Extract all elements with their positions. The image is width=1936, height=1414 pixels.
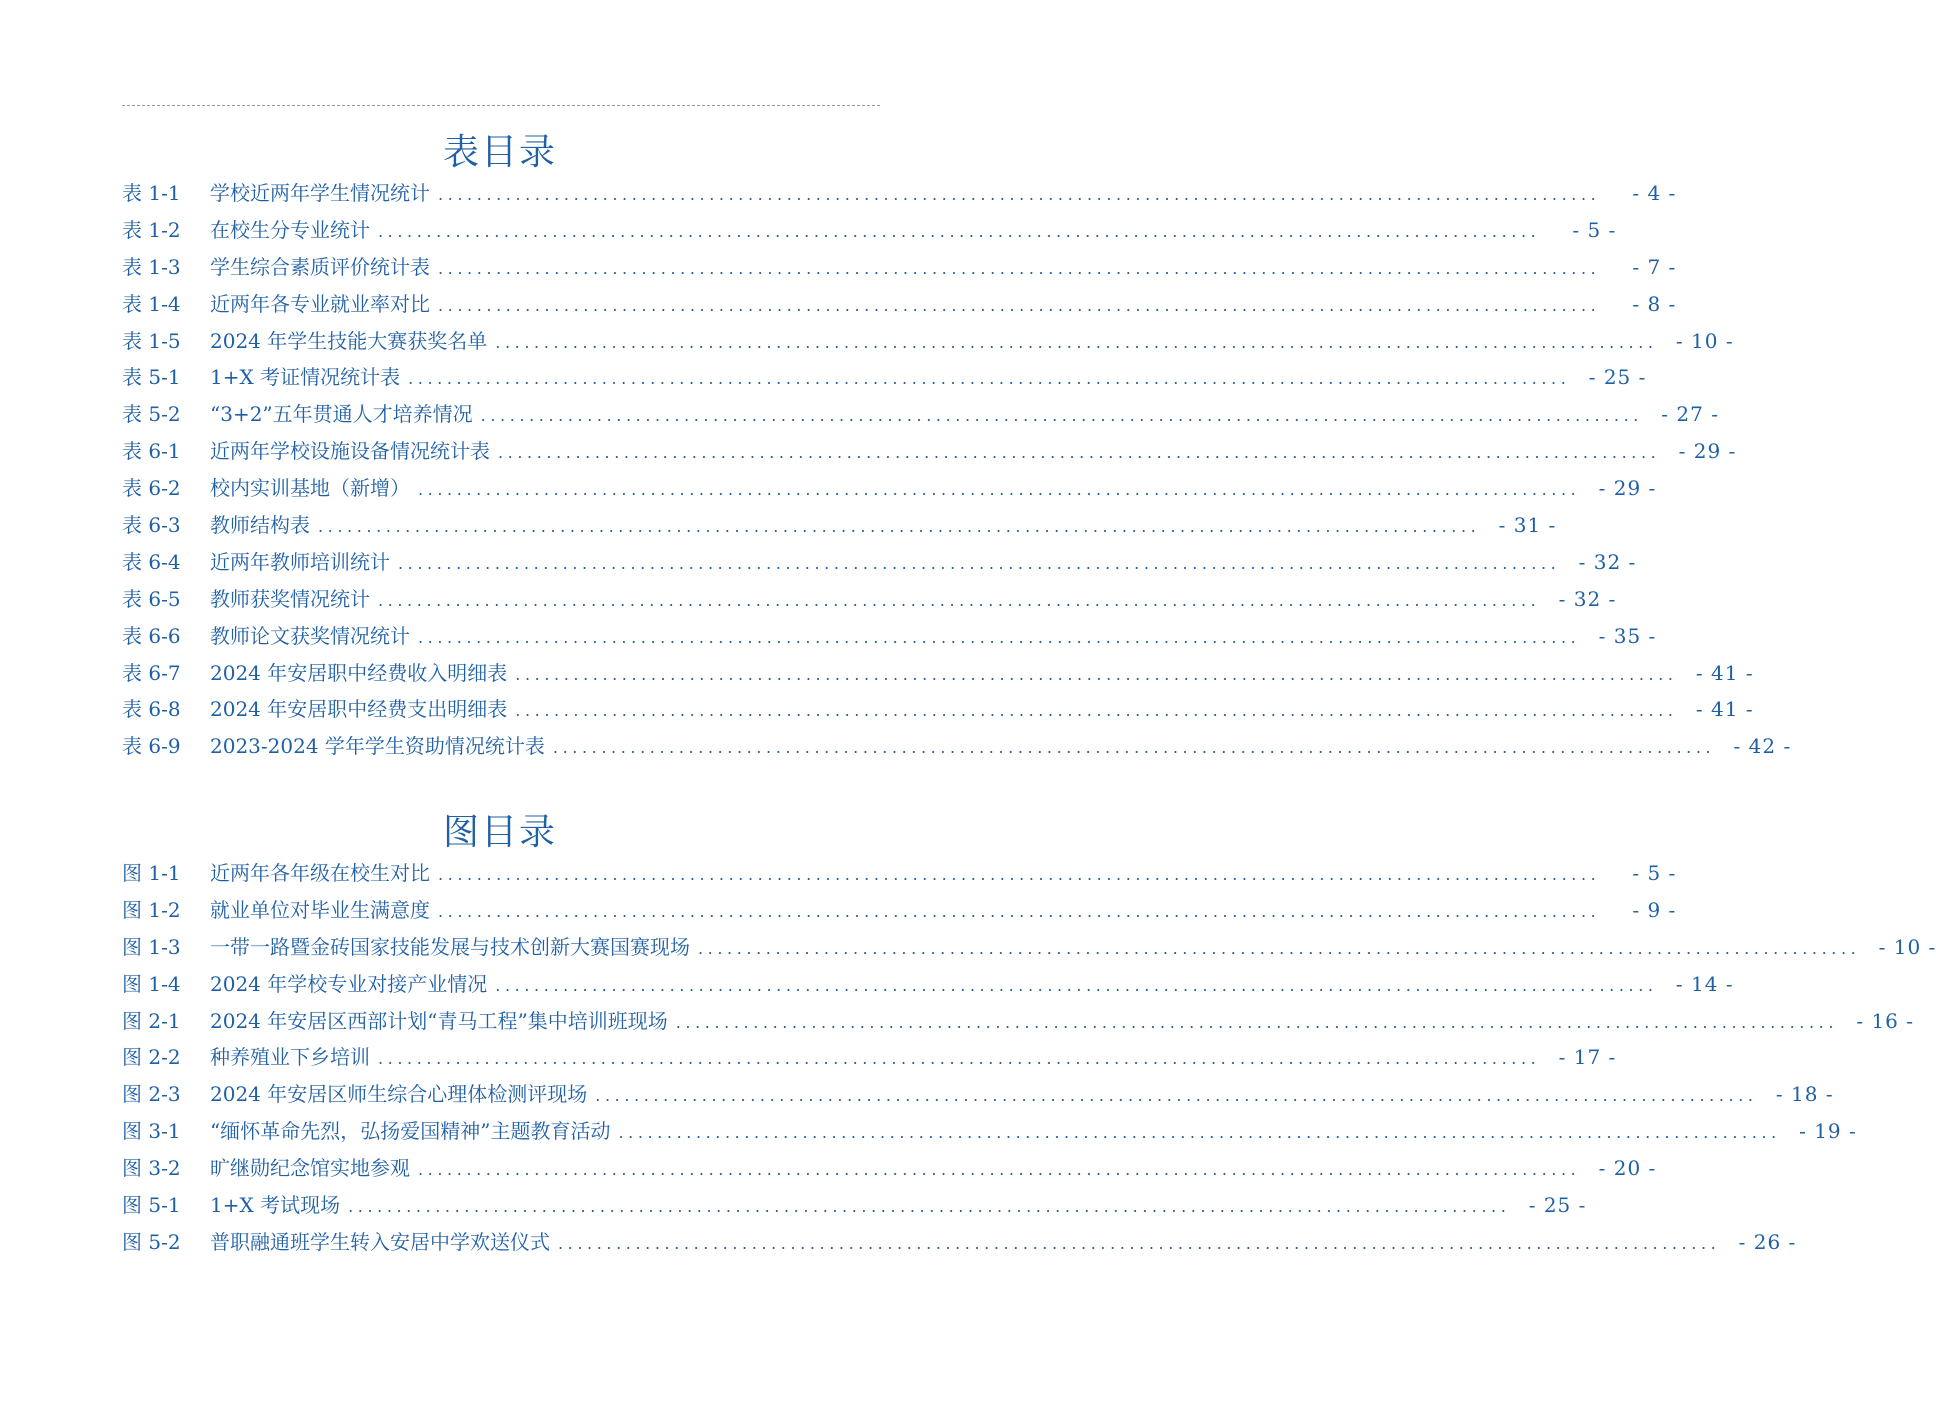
figure-entry-page-number: - 26 -: [1738, 1229, 1797, 1254]
figure-toc-entry[interactable]: [122, 931, 1936, 968]
dot-leader: ........................................................................................................................: [438, 865, 1601, 884]
table-toc-entry[interactable]: [122, 583, 1617, 620]
figure-entry-title: 2024 年安居区师生综合心理体检测评现场: [210, 1082, 588, 1107]
figure-entry-page-number: - 25 -: [1528, 1193, 1587, 1218]
table-entry-title: 近两年各专业就业率对比: [210, 291, 430, 316]
figure-entry-number: 图 3-2: [122, 1156, 181, 1181]
table-entry-page-number: - 32 -: [1558, 586, 1617, 611]
table-entry-page-number: - 25 -: [1588, 365, 1647, 390]
dot-leader: ........................................................................................................................: [480, 406, 1643, 426]
table-toc-entry[interactable]: [122, 251, 1677, 288]
table-entry-number: 表 1-2: [122, 217, 181, 242]
figure-entry-number: 图 5-1: [122, 1193, 181, 1218]
dot-leader: ........................................................................................................................: [438, 185, 1601, 204]
table-entry-page-number: - 29 -: [1598, 476, 1657, 501]
table-entry-page-number: - 5 -: [1572, 217, 1617, 242]
table-entry-page-number: - 41 -: [1695, 660, 1754, 685]
table-entry-title: “3+2”五年贯通人才培养情况: [210, 402, 473, 427]
figure-entry-title: 一带一路暨金砖国家技能发展与技术创新大赛国赛现场: [210, 934, 690, 959]
table-entry-number: 表 6-9: [122, 734, 181, 759]
table-entry-title: 2023-2024 学年学生资助情况统计表: [210, 734, 545, 759]
table-entry-title: 学生综合素质评价统计表: [210, 254, 430, 279]
figure-entry-page-number: - 20 -: [1598, 1156, 1657, 1181]
figure-toc-entry[interactable]: [122, 1189, 1587, 1226]
dot-leader: ........................................................................................................................: [498, 443, 1661, 463]
figure-entry-page-number: - 10 -: [1878, 934, 1936, 959]
dot-leader: ........................................................................................................................: [495, 975, 1658, 995]
table-entry-number: 表 1-3: [122, 254, 181, 279]
table-entry-page-number: - 32 -: [1578, 549, 1637, 574]
figure-entry-number: 图 1-3: [122, 934, 181, 959]
table-entry-number: 表 6-1: [122, 439, 181, 464]
dot-leader: ........................................................................................................................: [398, 553, 1561, 573]
table-entry-number: 表 6-7: [122, 660, 181, 685]
figure-entry-page-number: - 9 -: [1632, 897, 1677, 922]
table-entry-number: 表 5-2: [122, 402, 181, 427]
figure-entry-title: “缅怀革命先烈，弘扬爱国精神”主题教育活动: [210, 1119, 611, 1144]
figure-entry-page-number: - 5 -: [1632, 861, 1677, 885]
figure-entry-title: 1+X 考试现场: [210, 1193, 341, 1218]
figure-toc-entry[interactable]: [122, 1152, 1657, 1189]
figure-entry-page-number: - 16 -: [1856, 1008, 1915, 1033]
figure-entry-number: 图 2-3: [122, 1082, 181, 1107]
table-entry-page-number: - 10 -: [1675, 328, 1734, 353]
figure-entry-number: 图 2-1: [122, 1008, 181, 1033]
dot-leader: ........................................................................................................................: [348, 1197, 1511, 1217]
dot-leader: ........................................................................................................................: [408, 369, 1571, 389]
dot-leader: ........................................................................................................................: [418, 1160, 1581, 1180]
dot-leader: ........................................................................................................................: [418, 627, 1581, 647]
figure-entry-number: 图 1-1: [122, 861, 181, 885]
figure-entry-title: 旷继勋纪念馆实地参观: [210, 1156, 410, 1181]
table-toc-entry[interactable]: [122, 398, 1719, 435]
table-entry-number: 表 1-1: [122, 181, 181, 205]
table-entry-title: 教师结构表: [210, 513, 310, 538]
table-entry-number: 表 6-3: [122, 513, 181, 538]
table-entry-number: 表 6-6: [122, 623, 181, 648]
figure-entry-title: 2024 年学校专业对接产业情况: [210, 971, 488, 996]
table-entry-title: 在校生分专业统计: [210, 217, 370, 242]
header-rule: [122, 105, 880, 106]
table-toc-entry[interactable]: [122, 214, 1617, 251]
table-entry-title: 学校近两年学生情况统计: [210, 181, 430, 205]
figures-toc-list: [122, 857, 1936, 1263]
figure-toc-entry[interactable]: [122, 894, 1677, 931]
dot-leader: ........................................................................................................................: [552, 738, 1716, 758]
dot-leader: ........................................................................................................................: [378, 590, 1541, 610]
table-entry-page-number: - 31 -: [1498, 513, 1557, 538]
figure-entry-number: 图 3-1: [122, 1119, 181, 1144]
figure-entry-title: 就业单位对毕业生满意度: [210, 897, 430, 922]
dot-leader: ........................................................................................................................: [318, 517, 1481, 537]
dot-leader: ........................................................................................................................: [618, 1123, 1781, 1143]
figure-toc-entry[interactable]: [122, 1078, 1834, 1115]
table-entry-page-number: - 27 -: [1661, 402, 1719, 427]
table-toc-entry[interactable]: [122, 730, 1792, 767]
dot-leader: ........................................................................................................................: [595, 1086, 1758, 1106]
figure-toc-entry[interactable]: [122, 1005, 1915, 1042]
table-toc-entry[interactable]: [122, 657, 1754, 694]
figure-entry-number: 图 5-2: [122, 1229, 181, 1254]
figure-entry-title: 种养殖业下乡培训: [210, 1045, 370, 1070]
dot-leader: ........................................................................................................................: [698, 938, 1861, 958]
figure-toc-entry[interactable]: [122, 968, 1734, 1005]
table-entry-page-number: - 35 -: [1598, 623, 1657, 648]
figure-toc-entry[interactable]: [122, 1115, 1857, 1152]
table-entry-page-number: - 7 -: [1632, 254, 1677, 279]
table-entry-page-number: - 42 -: [1733, 734, 1792, 759]
table-entry-number: 表 5-1: [122, 365, 181, 390]
table-entry-page-number: - 29 -: [1678, 439, 1737, 464]
figure-entry-number: 图 1-2: [122, 897, 181, 922]
table-toc-entry[interactable]: [122, 177, 1677, 214]
table-toc-entry[interactable]: [122, 325, 1734, 362]
figure-entry-title: 2024 年安居区西部计划“青马工程”集中培训班现场: [210, 1008, 668, 1033]
dot-leader: ........................................................................................................................: [675, 1012, 1839, 1032]
dot-leader: ........................................................................................................................: [438, 295, 1601, 315]
tables-toc-list: [122, 177, 1792, 767]
table-entry-page-number: - 4 -: [1632, 181, 1677, 205]
figure-entry-number: 图 1-4: [122, 971, 181, 996]
dot-leader: ........................................................................................................................: [515, 701, 1678, 721]
figure-toc-entry[interactable]: [122, 1041, 1617, 1078]
figure-entry-page-number: - 19 -: [1799, 1119, 1857, 1144]
table-entry-number: 表 6-4: [122, 549, 181, 574]
table-entry-number: 表 6-8: [122, 697, 181, 722]
figures-toc-title: 图目录: [442, 812, 557, 853]
table-entry-title: 2024 年安居职中经费收入明细表: [210, 660, 508, 685]
table-toc-entry[interactable]: [122, 509, 1557, 546]
table-entry-page-number: - 8 -: [1632, 291, 1677, 316]
figure-entry-page-number: - 17 -: [1558, 1045, 1617, 1070]
figure-entry-page-number: - 14 -: [1675, 971, 1734, 996]
table-entry-title: 近两年教师培训统计: [210, 549, 390, 574]
dot-leader: ........................................................................................................................: [378, 1049, 1541, 1069]
dot-leader: ........................................................................................................................: [495, 332, 1658, 352]
dot-leader: ........................................................................................................................: [558, 1233, 1721, 1253]
table-entry-title: 1+X 考证情况统计表: [210, 365, 401, 390]
table-entry-number: 表 6-5: [122, 586, 181, 611]
dot-leader: ........................................................................................................................: [438, 258, 1601, 278]
dot-leader: ........................................................................................................................: [438, 901, 1601, 921]
table-entry-title: 校内实训基地（新增）: [210, 476, 410, 501]
table-entry-title: 2024 年学生技能大赛获奖名单: [210, 328, 488, 353]
figure-toc-entry[interactable]: [122, 1226, 1797, 1263]
table-entry-title: 近两年学校设施设备情况统计表: [210, 439, 490, 464]
figure-entry-title: 近两年各年级在校生对比: [210, 861, 430, 885]
tables-toc-title: 表目录: [442, 132, 557, 173]
table-entry-page-number: - 41 -: [1695, 697, 1754, 722]
table-toc-entry[interactable]: [122, 361, 1647, 398]
dot-leader: ........................................................................................................................: [418, 480, 1581, 500]
table-entry-title: 教师获奖情况统计: [210, 586, 370, 611]
table-entry-title: 教师论文获奖情况统计: [210, 623, 410, 648]
table-toc-entry[interactable]: [122, 435, 1737, 472]
table-entry-number: 表 6-2: [122, 476, 181, 501]
figure-entry-title: 普职融通班学生转入安居中学欢送仪式: [210, 1229, 550, 1254]
dot-leader: ........................................................................................................................: [515, 664, 1678, 684]
figure-entry-page-number: - 18 -: [1775, 1082, 1834, 1107]
table-toc-entry[interactable]: [122, 288, 1677, 325]
table-entry-number: 表 1-4: [122, 291, 181, 316]
table-toc-entry[interactable]: [122, 472, 1657, 509]
table-toc-entry[interactable]: [122, 693, 1754, 730]
dot-leader: ........................................................................................................................: [378, 221, 1541, 241]
table-entry-number: 表 1-5: [122, 328, 181, 353]
figure-toc-entry[interactable]: [122, 857, 1677, 894]
table-toc-entry[interactable]: [122, 620, 1657, 657]
table-entry-title: 2024 年安居职中经费支出明细表: [210, 697, 508, 722]
table-toc-entry[interactable]: [122, 546, 1637, 583]
figure-entry-number: 图 2-2: [122, 1045, 181, 1070]
